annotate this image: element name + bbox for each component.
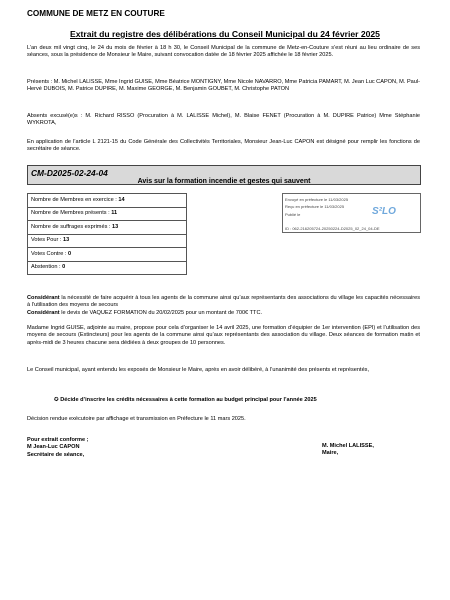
table-row bbox=[28, 221, 187, 235]
count-cell: Nombre de suffrages exprimés : 13 bbox=[28, 221, 187, 235]
table-row bbox=[28, 248, 187, 262]
deliberation-code: CM-D2025-02-24-04 bbox=[31, 168, 108, 178]
decision-line: ✪ Décide d’inscrire les crédits nécessaires à cette formation au budget principal pour l’année 2025 bbox=[54, 397, 317, 403]
commune-name: COMMUNE DE METZ EN COUTURE bbox=[27, 9, 165, 18]
table-row bbox=[28, 207, 187, 221]
prefecture-stamp bbox=[282, 193, 421, 233]
proposal-paragraph: Madame Ingrid GUISE, adjointe au maire, propose pour cela d’organiser le 14 avril 2025, une formation d’équipier de 1er intervention (EPI) et l’utilisation des moyens de secours (Extincteurs) pour les agents de la commune ainsi qu’aux représentants des association du village. Deux séances de formation matin et après-midi de 3 heures chacune sera dédiées à deux groupes de 10 personnes. bbox=[27, 325, 420, 346]
count-cell: Abstention : 0 bbox=[28, 261, 187, 275]
stamp-id: ID : 062-216205724-20250224-D2025_02_24_04-DE bbox=[285, 226, 380, 231]
execution-paragraph: Décision rendue exécutoire par affichage et transmission en Préfecture le 11 mars 2025. bbox=[27, 416, 246, 422]
count-cell: Nombre de Membres en exercice : 14 bbox=[28, 194, 187, 208]
vote-counts-table bbox=[27, 193, 187, 275]
count-cell: Nombre de Membres présents : 11 bbox=[28, 207, 187, 221]
secretary-paragraph: En application de l’article L 2121-15 du Code Générale des Collectivités Territoriales, Monsieur Jean-Luc CAPON est désigné pour remplir les fonctions de secrétaire de séance. bbox=[27, 139, 420, 153]
table-row bbox=[28, 234, 187, 248]
considerant-lead: Considérant bbox=[27, 309, 60, 316]
document-title: Extrait du registre des délibérations du Conseil Municipal du 24 février 2025 bbox=[70, 29, 380, 39]
considerant-paragraph: Considérant la nécessité de faire acquérir à tous les agents de la commune ainsi qu’aux représentants des associations du village les capacités nécessaires à l’utilisation des moyens de secours Considérant le devis de VAQUEZ FORMATION du 20/02/2025 pour un montant de 700€ TTC. bbox=[27, 295, 420, 316]
presents-paragraph: Présents : M. Michel LALISSE, Mme Ingrid GUISE, Mme Béatrice MONTIGNY, Mme Nicole NAVARRO, Mme Patricia PAMART, M. Jean Luc CAPON, M. Paul-Hervé DUBOIS, M. Patrice DUPIRE, M. Maxime GEORGE, M. Benjamin GOUBET, M. Christophe PATON bbox=[27, 79, 421, 93]
decision-bullet-icon: ✪ bbox=[54, 397, 59, 403]
secretary-signature-block: Pour extrait conforme ; M Jean-Luc CAPON Secrétaire de séance, bbox=[27, 437, 89, 458]
stamp-received: Reçu en préfecture le 11/03/2025 bbox=[285, 204, 345, 209]
count-cell: Votes Contre : 0 bbox=[28, 248, 187, 262]
stamp-sent: Envoyé en préfecture le 11/03/2025 bbox=[285, 197, 349, 202]
slo-logo: S²LO bbox=[372, 206, 396, 217]
deliberation-subject: Avis sur la formation incendie et gestes qui sauvent bbox=[137, 178, 311, 185]
stamp-published: Publié le bbox=[285, 212, 301, 217]
deliberation-header bbox=[27, 165, 421, 185]
table-row bbox=[28, 194, 187, 208]
absents-paragraph: Absents excusé(e)s : M. Richard RISSO (Procuration à M. LALISSE Michel), M. Blaise FENET (Procuration à M. DUPIRE Patrice) Mme Stéphanie WYKROTA, bbox=[27, 113, 420, 127]
count-cell: Votes Pour : 13 bbox=[28, 234, 187, 248]
table-row bbox=[28, 261, 187, 275]
council-paragraph: Le Conseil municipal, ayant entendu les exposés de Monsieur le Maire, après en avoir délibéré, à l’unanimité des présents et représentés, bbox=[27, 367, 370, 373]
considerant-lead: Considérant bbox=[27, 295, 60, 301]
intro-paragraph: L’an deux mil vingt cinq, le 24 du mois de février à 18 h 30, le Conseil Municipal de la commune de Metz-en-Couture s’est réuni au lieu ordinaire de ses séances, sous la présidence de Monsieur le Maire, suivant convocation datée de 18 février 2025 affichée le 18 février 2025. bbox=[27, 45, 420, 59]
mayor-signature-block: M. Michel LALISSE, Maire, bbox=[322, 443, 374, 457]
